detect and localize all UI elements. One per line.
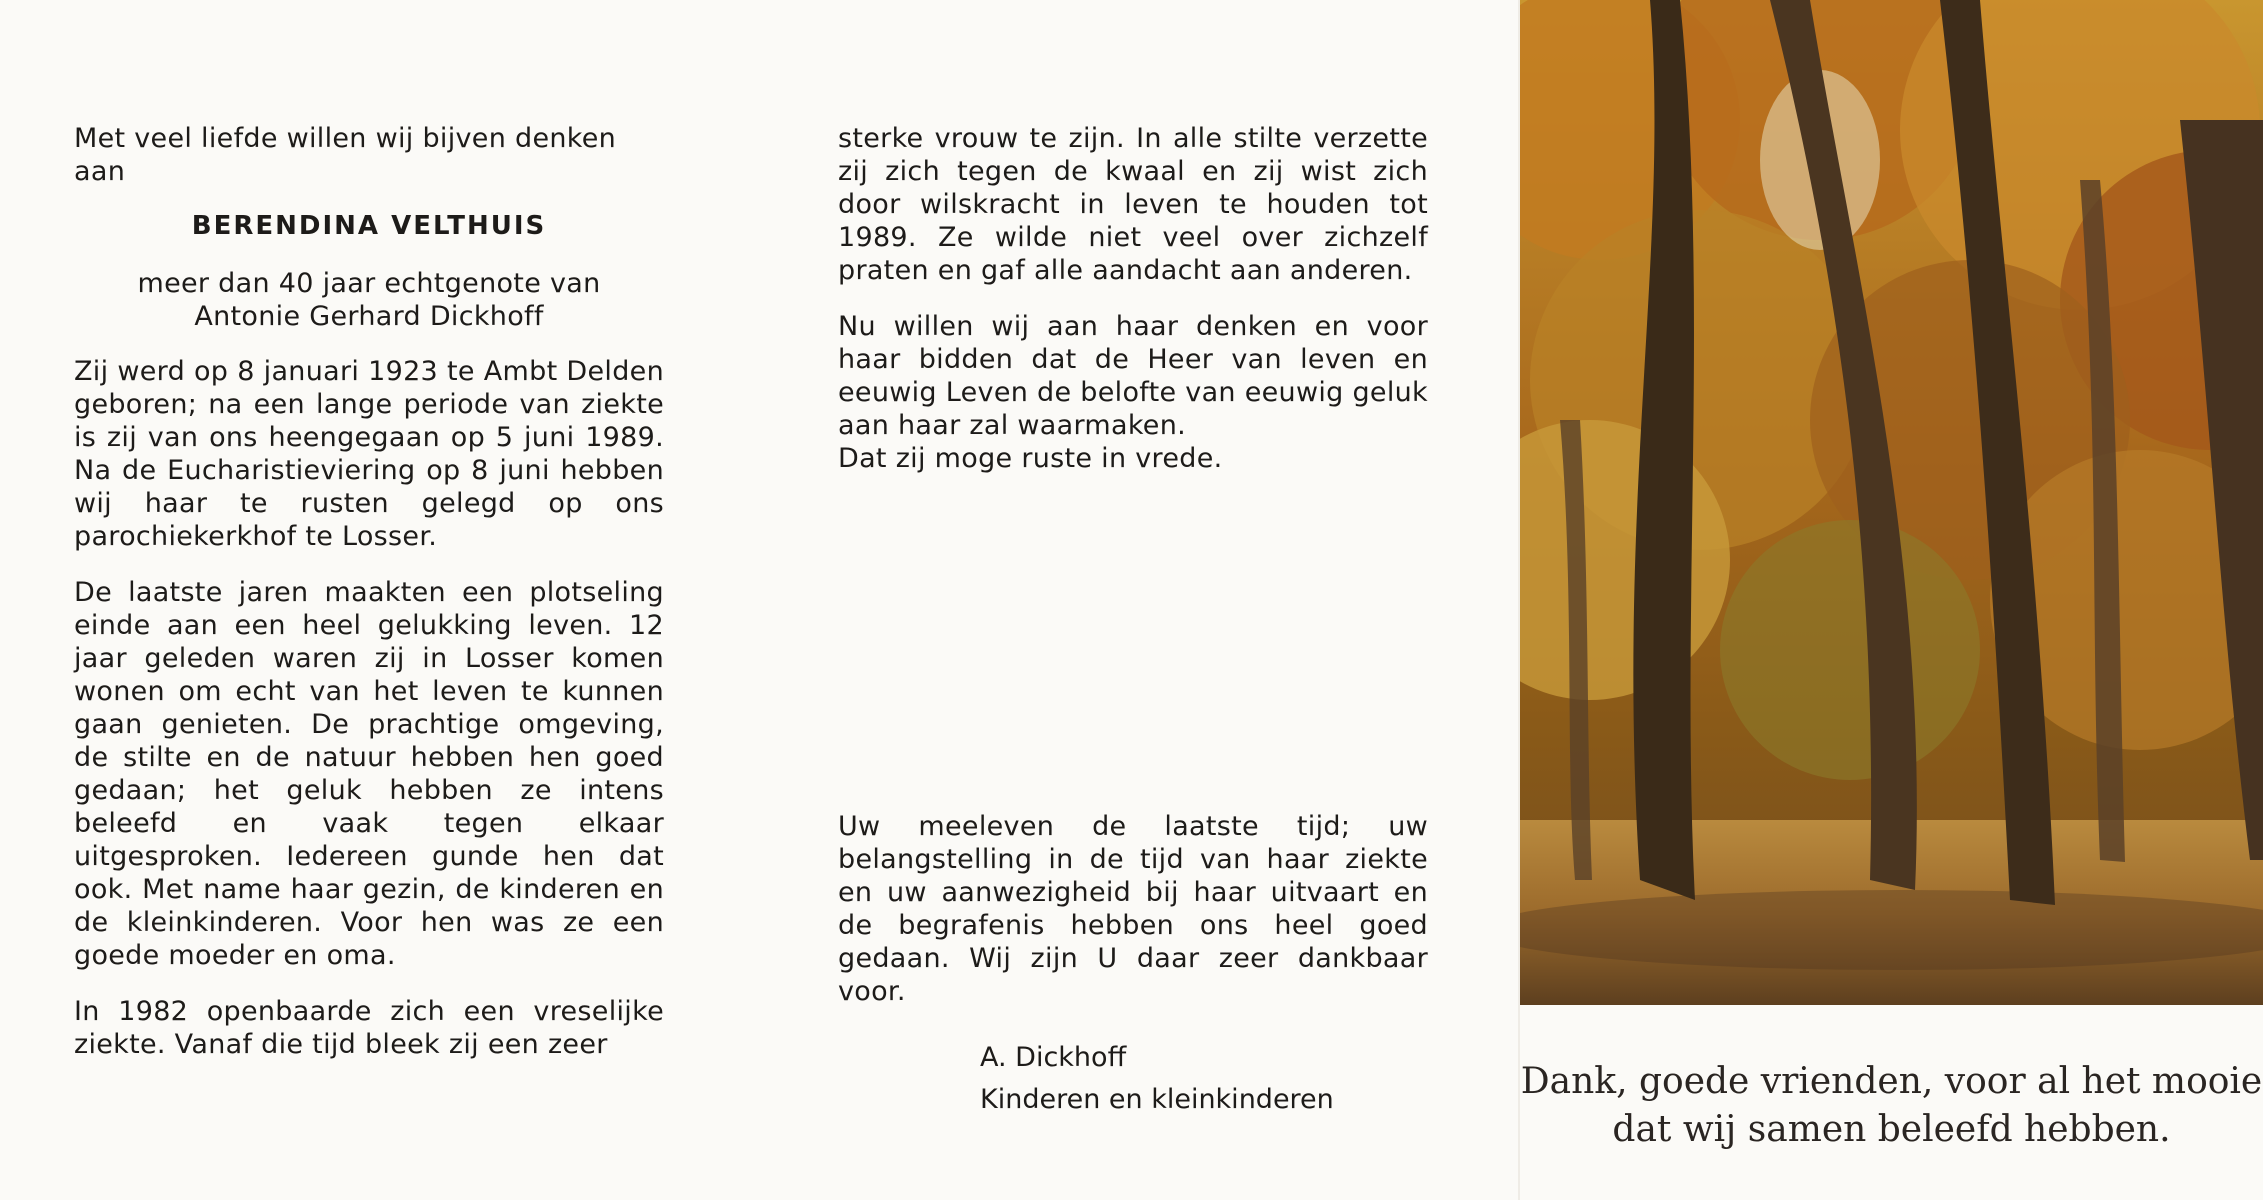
rest-in-peace-line: Dat zij moge ruste in vrede.	[838, 443, 1223, 474]
closing-quote	[1520, 1058, 2263, 1154]
left-text-column	[74, 122, 664, 1061]
biography-paragraph: sterke vrouw te zijn. In alle stilte verzette zij zich tegen de kwaal en zij wist zich door wilskracht in leven te houden tot 1989. Ze wilde niet veel over zichzelf praten en gaf alle aandacht aan anderen.	[838, 123, 1428, 286]
biography-paragraph: De laatste jaren maakten een plotseling einde aan een heel gelukking leven. 12 jaar geleden waren zij in Losser komen wonen om echt van het leven te kunnen gaan genieten. De prachtige omgeving, de stilte en de natuur hebben hen goed gedaan; het geluk hebben ze intens beleefd en vaak tegen elkaar uitgesproken. Iedereen gunde hen dat ook. Met name haar gezin, de kinderen en de kleinkinderen. Voor hen was ze een goede moeder en oma.	[74, 577, 664, 971]
quote-line-2: dat wij samen beleefd hebben.	[1612, 1109, 2171, 1150]
signature-name: A. Dickhoff	[980, 1042, 1127, 1073]
middle-text-column	[838, 122, 1428, 475]
spouse-line-2: Antonie Gerhard Dickhoff	[194, 301, 544, 332]
intro-line-2: aan	[74, 156, 126, 187]
signature-block	[980, 1037, 1334, 1121]
intro-line-1: Met veel liefde willen wij bijven denken	[74, 123, 617, 154]
prayer-paragraph: Nu willen wij aan haar denken en voor haar bidden dat de Heer van leven en eeuwig Leven de belofte van eeuwig geluk aan haar zal waarmaken.	[838, 311, 1428, 441]
forest-image	[1520, 0, 2263, 1005]
thanks-paragraph: Uw meeleven de laatste tijd; uw belangstelling in de tijd van haar ziekte en uw aanwezigheid bij haar uitvaart en de begrafenis hebben ons heel goed gedaan. Wij zijn U daar zeer dankbaar voor.	[838, 811, 1428, 1007]
biography-paragraph: Zij werd op 8 januari 1923 te Ambt Delden geboren; na een lange periode van ziekte is zij van ons heengegaan op 5 juni 1989. Na de Eucharistieviering op 8 juni hebben wij haar te rusten gelegd op ons parochiekerkhof te Losser.	[74, 356, 664, 552]
spouse-block	[74, 267, 664, 333]
autumn-forest-photo	[1520, 0, 2263, 1005]
quote-line-1: Dank, goede vrienden, voor al het mooie	[1520, 1061, 2263, 1102]
deceased-name: BERENDINA VELTHUIS	[191, 211, 547, 241]
signature-family: Kinderen en kleinkinderen	[980, 1084, 1334, 1115]
biography-paragraph: In 1982 openbaarde zich een vreselijke ziekte. Vanaf die tijd bleek zij een zeer	[74, 996, 664, 1060]
spouse-line-1: meer dan 40 jaar echtgenote van	[137, 268, 601, 299]
